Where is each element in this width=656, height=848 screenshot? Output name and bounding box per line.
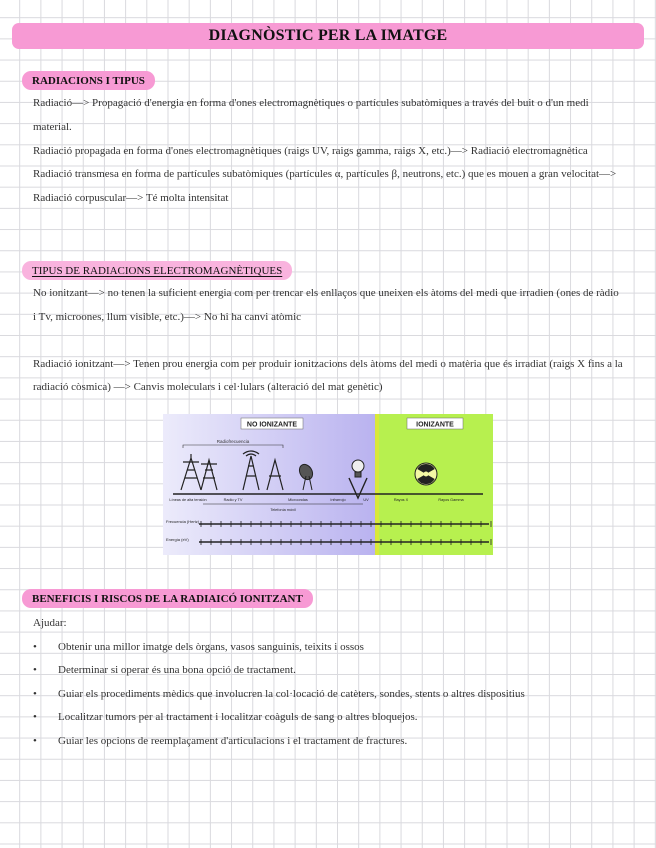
section-radiacions-body (33, 92, 623, 211)
radiofrequency-label: Radiofrecuencia (216, 439, 250, 444)
frequency-label: Frecuencia (Hertz) (166, 519, 200, 524)
energy-label: Energía (eV) (166, 537, 189, 542)
page-title-text: DIAGNÒSTIC PER LA IMATGE (208, 27, 448, 44)
section-heading-radiacions (22, 71, 155, 90)
band-label: Infrarrojo (330, 498, 346, 502)
band-label: Líneas de alta tensión (169, 498, 207, 502)
paragraph: Radiació propagada en forma d'ones electromagnètiques (raigs UV, raigs gamma, raigs X, etc.)—> Radiació electromagnètica (33, 144, 588, 157)
list-item-text: Determinar si operar és una bona opció de tractament. (58, 664, 296, 676)
electromagnetic-spectrum-illustration (163, 414, 493, 555)
bullet-icon: • (33, 687, 37, 700)
region-divider (375, 414, 379, 555)
band-label: UV (363, 498, 369, 502)
list-item (33, 730, 633, 754)
paragraph: Radiació ionitzant—> Tenen prou energia com per produir ionitzacions dels àtoms del medi o matèria que és irradiat (raigs X fins a la radiació còsmica) —> Canvis moleculars i cel·lulars (alteració del mat genètic) (33, 357, 623, 394)
bullet-icon: • (33, 734, 37, 747)
band-label: Rayos Gamma (438, 498, 464, 502)
ionizing-region (377, 414, 493, 555)
list-intro: Ajudar: (33, 617, 67, 629)
band-label: Microondas (288, 498, 308, 502)
section-heading-beneficis-text: BENEFICIS I RISCOS DE LA RADIAICÓ IONITZANT (32, 592, 303, 605)
list-item-text: Localitzar tumors per al tractament i localitzar coàguls de sang o altres bloquejos. (58, 711, 418, 723)
non-ionizing-region (163, 414, 377, 555)
mobile-label: Telefonía móvil (270, 508, 296, 512)
list-item (33, 659, 633, 683)
list-item (33, 636, 633, 660)
list-item-text: Guiar els procediments mèdics que involucren la col·locació de catèters, sondes, stents o altres dispositius (58, 687, 525, 700)
radiation-symbol-icon (415, 463, 437, 485)
beneficis-list (33, 612, 633, 753)
page-title (12, 23, 644, 49)
bullet-icon: • (33, 640, 37, 653)
paragraph: Radiació transmesa en forma de partícules subatòmiques (partícules α, partícules β, neutrons, etc.) que es mouen a gran velocitat—> Radiació corpuscular—> Té molta intensitat (33, 168, 617, 205)
spectrum-svg (163, 414, 493, 555)
ionizing-label: IONIZANTE (416, 421, 454, 429)
section-heading-radiacions-text: RADIACIONS I TIPUS (32, 74, 145, 87)
non-ionizing-label: NO IONIZANTE (246, 421, 298, 429)
section-tipus-body (33, 282, 623, 400)
section-heading-beneficis (22, 589, 313, 608)
section-heading-tipus (22, 261, 292, 280)
list-item-text: Guiar les opcions de reemplaçament d'articulacions i el tractament de fractures. (58, 734, 408, 747)
paragraph: Radiació—> Propagació d'energia en forma d'ones electromagnètiques o partícules subatòmiques a través del buit o d'un medi material. (33, 97, 589, 133)
band-label: Radio y TV (223, 498, 243, 502)
list-item (33, 683, 633, 707)
bullet-icon: • (33, 664, 37, 676)
list-item (33, 706, 633, 730)
paragraph: No ionitzant—> no tenen la suficient energia com per trencar els enllaços que uneixen els àtoms del medi que irradien (ones de ràdio i Tv, microones, llum visible, etc.)—> No hi ha canvi atòmic (33, 287, 619, 323)
list-item-text: Obtenir una millor imatge dels òrgans, vasos sanguinis, teixits i ossos (58, 640, 364, 653)
band-label: Rayos X (393, 498, 409, 502)
section-heading-tipus-text: TIPUS DE RADIACIONS ELECTROMAGNÈTIQUES (32, 264, 283, 277)
bullet-icon: • (33, 711, 37, 723)
